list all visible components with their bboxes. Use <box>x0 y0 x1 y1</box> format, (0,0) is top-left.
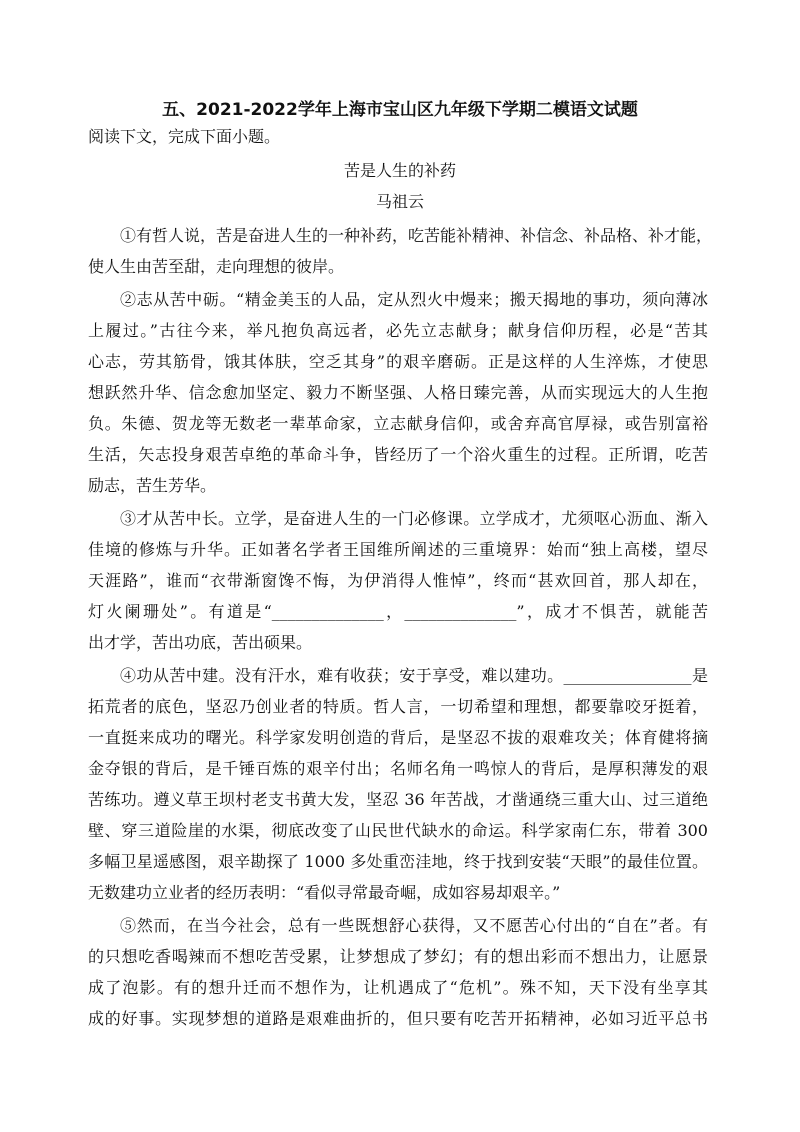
text-line: ①有哲人说，苦是奋进人生的一种补药，吃苦能补精神、补信念、补品格、补才能， <box>120 226 713 245</box>
article-author: 马祖云 <box>375 192 424 211</box>
text-line: 心志，劳其筋骨，饿其体肤，空乏其身”的艰辛磨砺。正是这样的人生淬炼，才使思 <box>88 352 708 371</box>
text-line: 灯火阑珊处”。有道是“______________，______________”，成才不惧苦，就能苦 <box>88 602 708 621</box>
text-line: ⑤然而，在当今社会，总有一些既想舒心获得，又不愿苦心付出的“自在”者。有 <box>120 916 708 935</box>
text-line: 成了泡影。有的想升迁而不想作为，让机遇成了“危机”。殊不知，天下没有坐享其 <box>88 978 708 997</box>
text-line: 励志，苦生芳华。 <box>88 476 217 495</box>
text-line: ④功从苦中建。没有汗水，难有收获；安于享受，难以建功。________________是 <box>120 666 708 685</box>
text-line: ③才从苦中长。立学，是奋进人生的一门必修课。立学成才，尤须呕心沥血、渐入 <box>120 509 708 528</box>
text-line: 壁、穿三道险崖的水渠，彻底改变了山民世代缺水的命运。科学家南仁东，带着 300 <box>88 821 708 840</box>
article-body <box>88 220 713 1034</box>
text-line: 金夺银的背后，是千锤百炼的艰辛付出；名师名角一鸣惊人的背后，是厚积薄发的艰 <box>88 759 708 778</box>
text-line: ②志从苦中砺。“精金美玉的人品，定从烈火中熳来；搬天揭地的事功，须向薄冰 <box>120 290 708 309</box>
text-line: 负。朱德、贺龙等无数老一辈革命家，立志献身信仰，或舍弃高官厚禄，或告别富裕 <box>88 414 708 433</box>
text-line: 成的好事。实现梦想的道路是艰难曲折的，但只要有吃苦开拓精神，必如习近平总书 <box>88 1009 708 1028</box>
text-line: 出才学，苦出功底，苦出硕果。 <box>88 633 313 652</box>
text-line: 生活，矢志投身艰苦卓绝的革命斗争，皆经历了一个浴火重生的过程。正所谓，吃苦 <box>88 445 708 464</box>
text-line: 上履过。”古往今来，举凡抱负高远者，必先立志献身；献身信仰历程，必是“苦其 <box>88 321 708 340</box>
text-line: 使人生由苦至甜，走向理想的彼岸。 <box>88 257 345 276</box>
text-line: 多幅卫星遥感图，艰辛勘探了 1000 多处重峦洼地，终于找到安装“天眼”的最佳位置。 <box>88 852 708 871</box>
text-line: 苦练功。遵义草王坝村老支书黄大发，坚忍 36 年苦战，才凿通绕三重大山、过三道绝 <box>88 790 708 809</box>
text-line: 天涯路”，谁而“衣带渐窗馋不悔，为伊消得人惟悼”，终而“甚欢回首，那人却在， <box>88 571 708 590</box>
text-line: 佳境的修炼与升华。正如著名学者王国维所阐述的三重境界：始而“独上高楼，望尽 <box>88 540 708 559</box>
text-line: 无数建功立业者的经历表明：“看似寻常最奇崛，成如容易却艰辛。” <box>88 883 561 902</box>
text-line: 想跃然升华、信念愈加坚定、毅力不断坚强、人格日臻完善，从而实现远大的人生抱 <box>88 383 708 402</box>
article-title: 苦是人生的补药 <box>343 161 456 180</box>
text-line: 的只想吃香喝辣而不想吃苦受累，让梦想成了梦幻；有的想出彩而不想出力，让愿景 <box>88 947 708 966</box>
text-line: 拓荒者的底色，坚忍乃创业者的特质。哲人言，一切希望和理想，都要靠咬牙挺着， <box>88 697 708 716</box>
exam-heading: 五、2021-2022学年上海市宝山区九年级下学期二模语文试题 <box>162 100 638 120</box>
text-line: 一直挺来成功的曙光。科学家发明创造的背后，是坚忍不拔的艰难攻关；体育健将摘 <box>88 728 708 747</box>
instruction-text: 阅读下文，完成下面小题。 <box>88 127 281 146</box>
